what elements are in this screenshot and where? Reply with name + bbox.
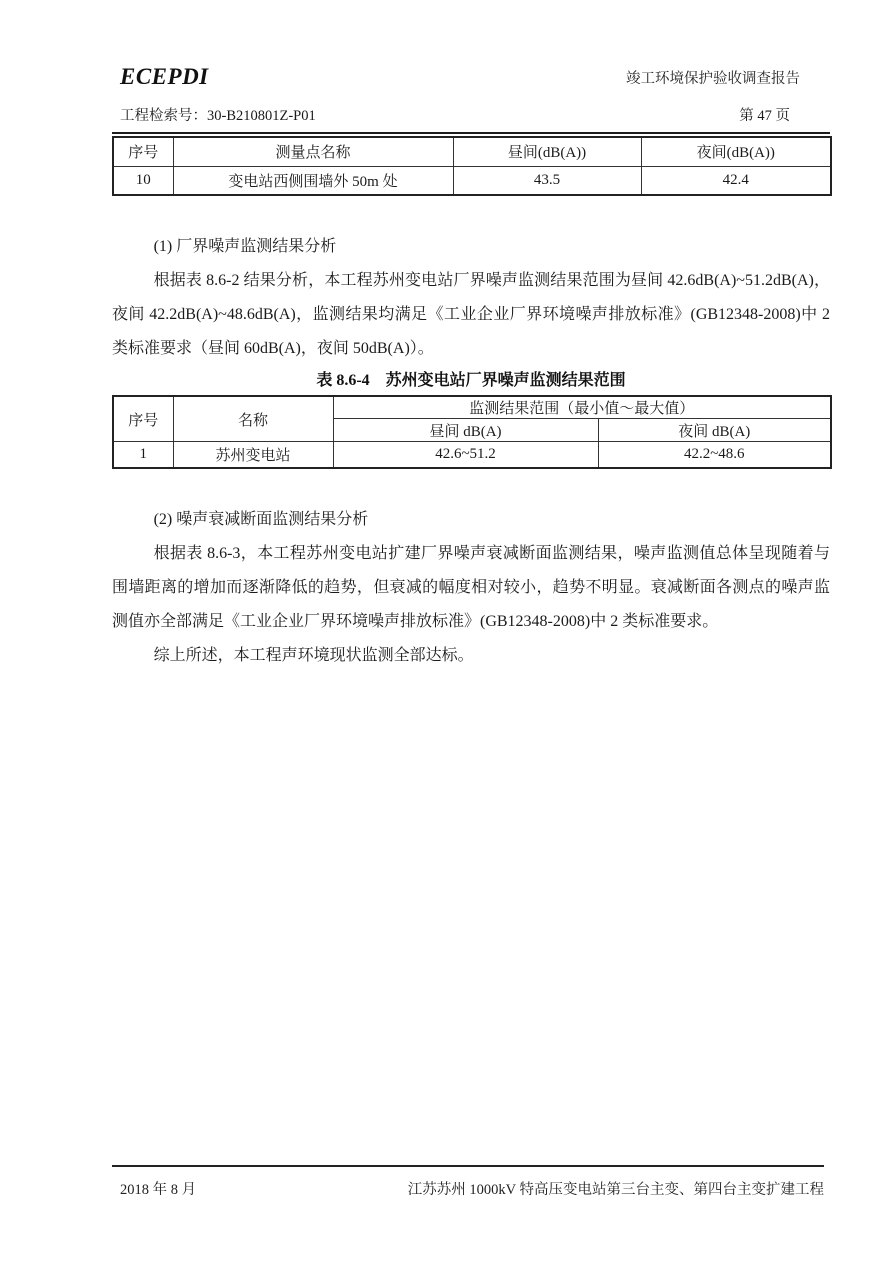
cell-night-value: 42.4 — [641, 166, 831, 195]
cell-station-name: 苏州变电站 — [173, 442, 333, 468]
cell-day-range: 42.6~51.2 — [333, 442, 598, 468]
company-logo: ECEPDI — [120, 64, 209, 89]
noise-measurement-table — [112, 136, 832, 196]
conclusion-paragraph: 综上所述，本工程声环境现状监测全部达标。 — [153, 646, 474, 664]
footer-project-name: 江苏苏州 1000kV 特高压变电站第三台主变、第四台主变扩建工程 — [407, 1182, 824, 1198]
col-header-name: 名称 — [173, 396, 333, 442]
page-number: 第 47 页 — [739, 108, 790, 124]
col-header-range: 监测结果范围（最小值～最大值） — [333, 396, 831, 419]
page-footer — [112, 1165, 824, 1199]
cell-index: 10 — [113, 166, 173, 195]
footer-date: 2018 年 8 月 — [120, 1182, 197, 1198]
col-header-night: 夜间 dB(A) — [598, 419, 831, 442]
table-row — [113, 442, 831, 468]
report-title: 竣工环境保护验收调查报告 — [626, 71, 800, 87]
cell-day-value: 43.5 — [453, 166, 641, 195]
section1-heading: (1) 厂界噪声监测结果分析 — [153, 238, 337, 255]
section2-paragraph: 根据表 8.6-3，本工程苏州变电站扩建厂界噪声衰减断面监测结果，噪声监测值总体呈现随着与围墙距离的增加而逐渐降低的趋势，但衰减的幅度相对较小，趋势不明显。衰减断面各测点的噪声监测值亦全部满足《工业企业厂界环境噪声排放标准》(GB12348-2008)中 2 类标准要求。 — [112, 544, 830, 630]
col-header-index: 序号 — [113, 396, 173, 442]
table-header-row-1 — [113, 396, 831, 419]
table-row — [113, 166, 831, 195]
cell-point-name: 变电站西侧围墙外 50m 处 — [173, 166, 453, 195]
report-page — [112, 0, 830, 1263]
col-header-index: 序号 — [113, 137, 173, 166]
col-header-day: 昼间(dB(A)) — [453, 137, 641, 166]
table-header-row — [113, 137, 831, 166]
page-header — [112, 0, 830, 90]
col-header-night: 夜间(dB(A)) — [641, 137, 831, 166]
section2-heading: (2) 噪声衰减断面监测结果分析 — [153, 510, 369, 528]
section1-paragraph: 根据表 8.6-2 结果分析，本工程苏州变电站厂界噪声监测结果范围为昼间 42.6dB(A)~51.2dB(A)，夜间 42.2dB(A)~48.6dB(A)，监测结果均满足《工业企业厂界环境噪声排放标准》(GB12348-2008)中 2 类标准要求（昼间 60dB(A)，夜间 50dB(A)）。 — [112, 272, 830, 357]
footer-divider — [112, 1165, 824, 1167]
table-864-title: 表 8.6-4 苏州变电站厂界噪声监测结果范围 — [316, 372, 626, 389]
col-header-day: 昼间 dB(A) — [333, 419, 598, 442]
noise-range-table — [112, 395, 832, 469]
doc-number: 工程检索号：30-B210801Z-P01 — [120, 108, 316, 124]
cell-night-range: 42.2~48.6 — [598, 442, 831, 468]
col-header-point-name: 测量点名称 — [173, 137, 453, 166]
cell-index: 1 — [113, 442, 173, 468]
header-info-row — [112, 104, 830, 134]
